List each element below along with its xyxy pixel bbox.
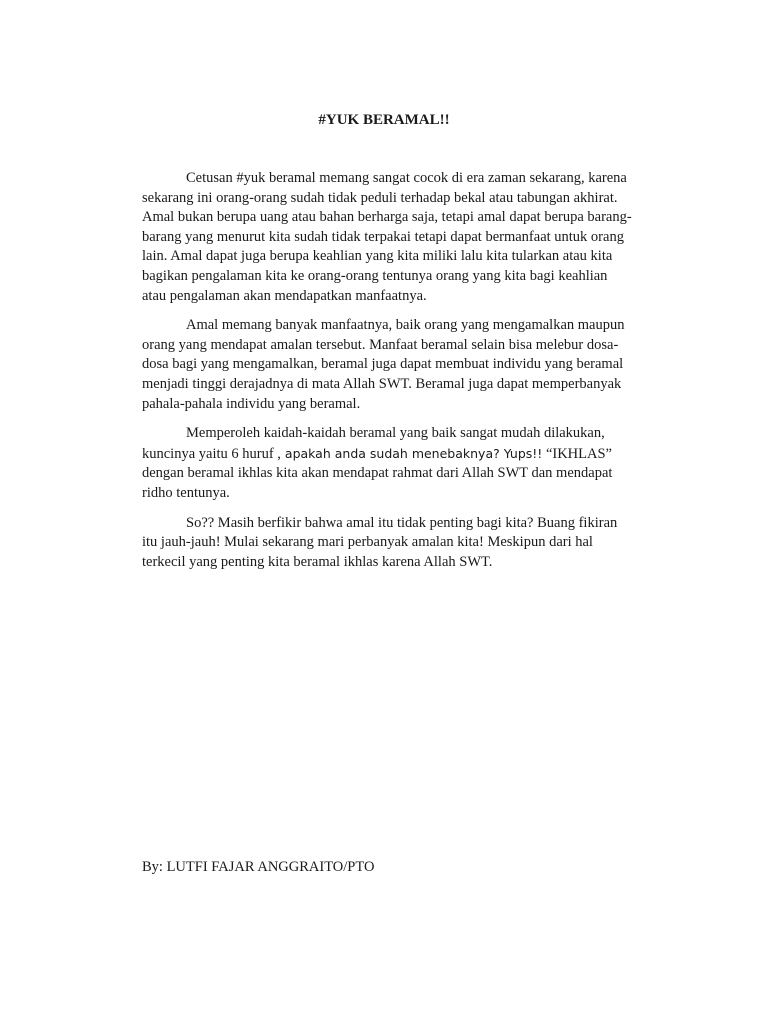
paragraph-3-part-1: Memperoleh kaidah-kaidah beramal yang baik sangat mudah dilakukan, kuncinya yaitu 6 huruf , [142, 425, 605, 462]
paragraph-4: So?? Masih berfikir bahwa amal itu tidak penting bagi kita? Buang fikiran itu jauh-jauh! Mulai sekarang mari perbanyak amalan kita! Meskipun dari hal terkecil yang penting kita beramal ikhlas karena Allah SWT. [142, 514, 618, 570]
paragraph-2: Amal memang banyak manfaatnya, baik orang yang mengamalkan maupun orang yang mendapat amalan tersebut. Manfaat beramal selain bisa melebur dosa-dosa bagi yang mengamalkan, beramal juga dapat membuat individu yang beramal menjadi tinggi derajadnya di mata Allah SWT. Beramal juga dapat memperbanyak pahala-pahala individu yang beramal. [142, 317, 625, 412]
document-title: #YUK BERAMAL!! [318, 112, 450, 128]
paragraph-3-part-3: “IKHLAS” dengan beramal ikhlas kita akan mendapat rahmat dari Allah SWT dan mendapat ridho tentunya. [142, 445, 613, 501]
paragraph-3 [142, 424, 632, 503]
author-byline: By: LUTFI FAJAR ANGGRAITO/PTO [142, 859, 375, 875]
paragraph-1: Cetusan #yuk beramal memang sangat cocok di era zaman sekarang, karena sekarang ini orang-orang sudah tidak peduli terhadap bekal atau tabungan akhirat. Amal bukan berupa uang atau bahan berharga saja, tetapi amal dapat berupa barang-barang yang menurut kita sudah tidak terpakai tetapi dapat bermanfaat untuk orang lain. Amal dapat juga berupa keahlian yang kita miliki lalu kita tularkan atau kita bagikan pengalaman kita ke orang-orang tentunya orang yang kita bagi keahlian atau pengalaman akan mendapatkan manfaatnya. [142, 170, 632, 304]
document-body [142, 169, 632, 582]
paragraph-3-part-2: apakah anda sudah menebaknya? Yups!! [280, 445, 543, 461]
